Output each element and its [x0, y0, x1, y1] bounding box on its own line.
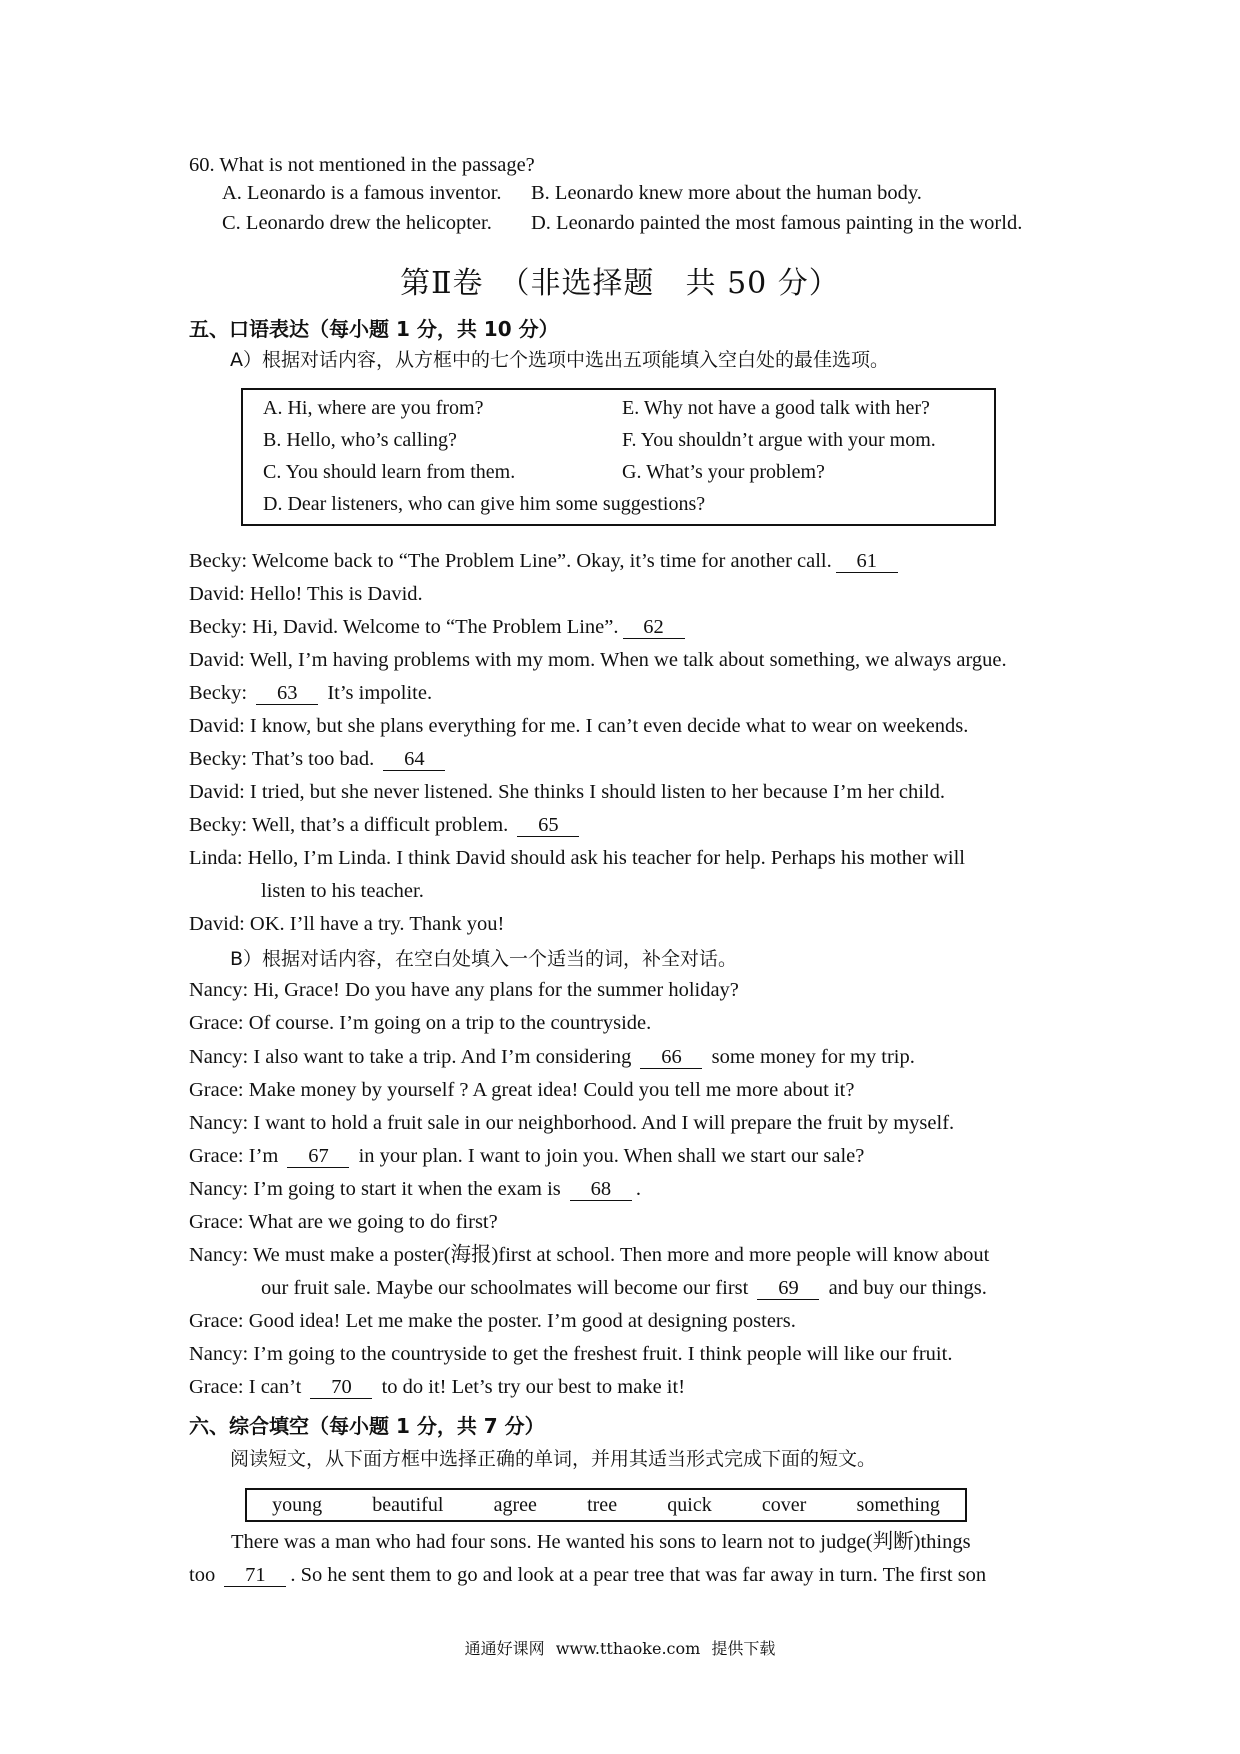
dialog-b-line-10: Grace: Good idea! Let me make the poster. I’m good at designing posters. — [189, 1310, 796, 1332]
passage-line-1: There was a man who had four sons. He wanted his sons to learn not to judge(判断)things — [231, 1531, 971, 1553]
dialog-b-line-11: Nancy: I’m going to the countryside to get the freshest fruit. I think people will like our fruit. — [189, 1343, 953, 1365]
dialog-b-line-3: Nancy: I also want to take a trip. And I’m considering 66 some money for my trip. — [189, 1046, 915, 1068]
passage-line-2: too 71 . So he sent them to go and look at a pear tree that was far away in turn. The first son — [189, 1564, 987, 1586]
box-option-f: F. You shouldn’t argue with your mom. — [622, 429, 936, 451]
section-5b-instructions: B）根据对话内容，在空白处填入一个适当的词，补全对话。 — [230, 948, 738, 970]
footer-tail: 提供下载 — [711, 1639, 776, 1658]
word-bank-item: beautiful — [372, 1493, 444, 1516]
word-bank-item: cover — [761, 1493, 807, 1516]
dialog-b-line-7: Nancy: I’m going to start it when the exam is 68 . — [189, 1178, 642, 1200]
dialog-a-line-10-cont: listen to his teacher. — [261, 880, 424, 902]
dialog-a-line-4: David: Well, I’m having problems with my mom. When we talk about something, we always argue. — [189, 649, 1007, 671]
box-option-a: A. Hi, where are you from? — [263, 397, 484, 419]
dialog-b-line-9-cont: our fruit sale. Maybe our schoolmates will become our first 69 and buy our things. — [261, 1277, 987, 1299]
word-bank-box — [245, 1488, 967, 1522]
footer-site-name: 通通好课网 — [464, 1639, 545, 1658]
blank-63: 63 — [256, 682, 318, 705]
dialog-a-line-5: Becky: 63 It’s impolite. — [189, 682, 433, 704]
dialog-a-line-8: David: I tried, but she never listened. She thinks I should listen to her because I’m her child. — [189, 781, 946, 803]
dialog-a-line-2: David: Hello! This is David. — [189, 583, 423, 605]
dialog-a-line-9: Becky: Well, that’s a difficult problem. 65 — [189, 812, 583, 838]
page-footer — [0, 1636, 1240, 1659]
blank-65: 65 — [517, 814, 579, 837]
blank-67: 67 — [287, 1145, 349, 1168]
dialog-b-line-9: Nancy: We must make a poster(海报)first at school. Then more and more people will know about — [189, 1244, 990, 1266]
dialog-b-line-4: Grace: Make money by yourself ? A great idea! Could you tell me more about it? — [189, 1079, 855, 1101]
section-6-instructions: 阅读短文，从下面方框中选择正确的单词，并用其适当形式完成下面的短文。 — [230, 1448, 877, 1470]
part-two-title: 第Ⅱ卷 （非选择题 共 50 分） — [400, 266, 840, 301]
word-bank-item: young — [272, 1493, 323, 1516]
word-bank-item: something — [856, 1493, 940, 1516]
dialog-a-line-1: Becky: Welcome back to “The Problem Line”. Okay, it’s time for another call. 61 — [189, 548, 902, 574]
section-5a-instructions: A）根据对话内容，从方框中的七个选项中选出五项能填入空白处的最佳选项。 — [230, 349, 889, 371]
blank-70: 70 — [310, 1376, 372, 1399]
box-option-g: G. What’s your problem? — [622, 461, 825, 483]
section-5-title: 五、口语表达（每小题 1 分，共 10 分） — [189, 317, 559, 341]
option-60-a: A. Leonardo is a famous inventor. — [222, 182, 502, 204]
footer-url[interactable]: www.tthaoke.com — [555, 1639, 701, 1658]
dialog-a-line-3: Becky: Hi, David. Welcome to “The Problem Line”. 62 — [189, 614, 689, 640]
option-60-c: C. Leonardo drew the helicopter. — [222, 212, 492, 234]
word-bank-item: tree — [587, 1493, 618, 1516]
dialog-b-line-8: Grace: What are we going to do first? — [189, 1211, 498, 1233]
box-option-d: D. Dear listeners, who can give him some suggestions? — [263, 493, 706, 515]
box-option-c: C. You should learn from them. — [263, 461, 516, 483]
dialog-b-line-2: Grace: Of course. I’m going on a trip to the countryside. — [189, 1012, 652, 1034]
box-option-b: B. Hello, who’s calling? — [263, 429, 457, 451]
blank-64: 64 — [383, 748, 445, 771]
blank-69: 69 — [757, 1277, 819, 1300]
dialog-a-line-11: David: OK. I’ll have a try. Thank you! — [189, 913, 505, 935]
box-option-e: E. Why not have a good talk with her? — [622, 397, 930, 419]
word-bank-item: quick — [667, 1493, 712, 1516]
blank-68: 68 — [570, 1178, 632, 1201]
dialog-a-line-10: Linda: Hello, I’m Linda. I think David should ask his teacher for help. Perhaps his mother will — [189, 847, 965, 869]
dialog-b-line-6: Grace: I’m 67 in your plan. I want to join you. When shall we start our sale? — [189, 1145, 865, 1167]
dialog-b-line-12: Grace: I can’t 70 to do it! Let’s try our best to make it! — [189, 1376, 686, 1398]
dialog-b-line-5: Nancy: I want to hold a fruit sale in our neighborhood. And I will prepare the fruit by myself. — [189, 1112, 955, 1134]
section-6-title: 六、综合填空（每小题 1 分，共 7 分） — [189, 1414, 545, 1438]
blank-61: 61 — [836, 550, 898, 573]
question-60-stem: 60. What is not mentioned in the passage? — [189, 154, 535, 176]
option-60-b: B. Leonardo knew more about the human body. — [531, 182, 922, 204]
blank-62: 62 — [623, 616, 685, 639]
blank-71: 71 — [224, 1564, 286, 1587]
option-60-d: D. Leonardo painted the most famous painting in the world. — [531, 212, 1023, 234]
blank-66: 66 — [640, 1046, 702, 1069]
dialog-a-line-7: Becky: That’s too bad. 64 — [189, 746, 449, 772]
dialog-b-line-1: Nancy: Hi, Grace! Do you have any plans for the summer holiday? — [189, 979, 739, 1001]
word-bank-item: agree — [493, 1493, 537, 1516]
dialog-a-line-6: David: I know, but she plans everything for me. I can’t even decide what to wear on weekends. — [189, 715, 969, 737]
